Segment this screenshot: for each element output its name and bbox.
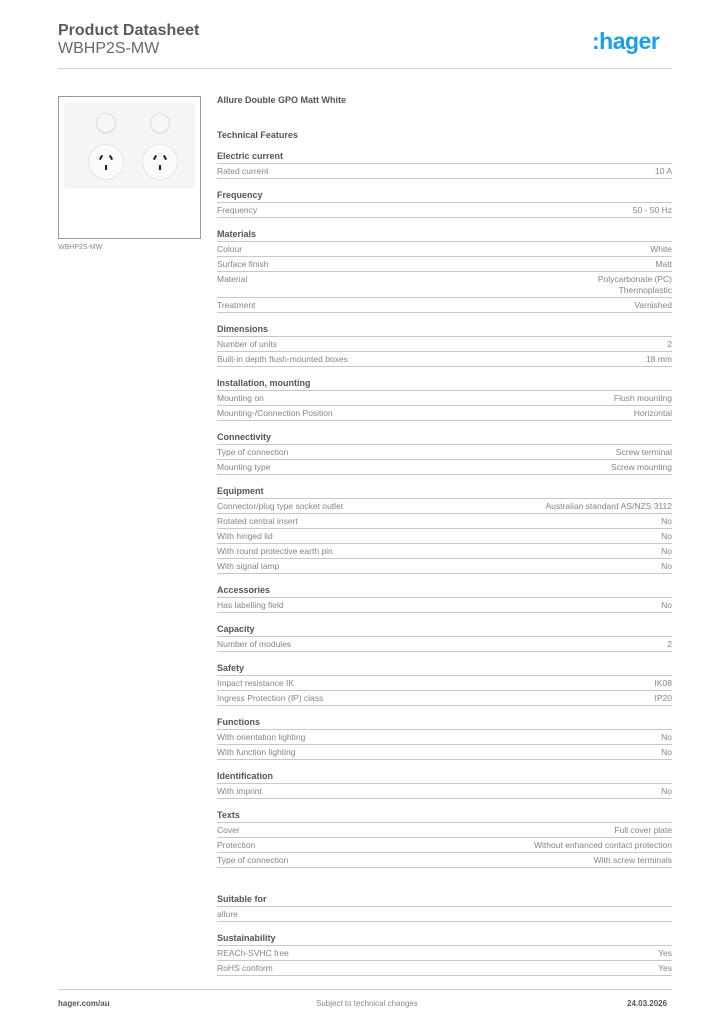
switch-right-icon [150,113,170,133]
section-title: Capacity [217,623,672,637]
section-title: Suitable for [217,893,672,907]
spec-value: Matt [655,258,672,269]
section-materials [217,228,672,313]
spec-row [217,391,672,406]
spec-value: White [650,243,672,254]
spec-label: RoHS conform [217,962,273,973]
spec-value: Screw mounting [611,461,672,472]
spec-label: Number of units [217,338,277,349]
spec-row [217,823,672,838]
spec-row [217,242,672,257]
spec-value: No [661,530,672,541]
spec-value: No [661,746,672,757]
spec-label: Type of connection [217,854,289,865]
spec-value: 2 [667,638,672,649]
spec-label: Protection [217,839,256,850]
section-frequency [217,189,672,218]
spec-value: 50 - 50 Hz [632,204,672,215]
spec-row [217,499,672,514]
spec-label: With function lighting [217,746,296,757]
spec-row [217,598,672,613]
spec-row [217,544,672,559]
spec-value: 2 [667,338,672,349]
footer-notice: Subject to technical changes [316,999,418,1008]
product-image [58,96,201,239]
spec-value: With screw terminals [593,854,672,865]
spec-row [217,946,672,961]
section-safety [217,662,672,706]
spec-label: Impact resistance IK [217,677,295,688]
spec-value: Without enhanced contact protection [534,839,672,850]
spec-value: No [661,560,672,571]
footer-date: 24.03.2026 [627,999,668,1008]
spec-value: Yes [658,962,672,973]
spec-row [217,514,672,529]
section-title: Connectivity [217,431,672,445]
section-title: Materials [217,228,672,242]
spec-value: No [661,599,672,610]
spec-label: Rotated central insert [217,515,298,526]
socket-right-icon [142,144,178,180]
product-image-caption: WBHP2S-MW [58,244,103,251]
spec-row [217,337,672,352]
spec-row [217,529,672,544]
section-equipment [217,485,672,574]
spec-label: REACh-SVHC free [217,947,289,958]
spec-value-line2: Thermoplastic [618,284,672,295]
spec-label: Type of connection [217,446,289,457]
section-suitable-for [217,893,672,922]
spec-label: Rated current [217,165,269,176]
spec-value: Australian standard AS/NZS 3112 [545,500,672,511]
spec-label: Cover [217,824,240,835]
spec-label: Mounting on [217,392,264,403]
section-sustainability [217,932,672,976]
page-header [58,22,199,58]
section-title: Dimensions [217,323,672,337]
technical-features-title: Technical Features [217,130,298,140]
spec-value: IP20 [654,692,672,703]
spec-row [217,164,672,179]
spec-row [217,272,672,298]
section-electric-current [217,150,672,179]
hager-logo: :hager [592,28,660,54]
spec-value: No [661,731,672,742]
section-title: Identification [217,770,672,784]
spec-label: With imprint [217,785,262,796]
spec-label: Number of modules [217,638,292,649]
spec-value: No [661,545,672,556]
section-title: Safety [217,662,672,676]
spec-label: Mounting-/Connection Position [217,407,333,418]
section-installation-mounting [217,377,672,421]
section-texts [217,809,672,868]
section-identification [217,770,672,799]
spec-row [217,961,672,976]
spec-label: Colour [217,243,243,254]
section-dimensions [217,323,672,367]
spec-row [217,352,672,367]
spec-label: With signal lamp [217,560,280,571]
product-name: Allure Double GPO Matt White [217,95,347,105]
spec-label: With round protective earth pin [217,545,333,556]
spec-value: No [661,515,672,526]
section-title: Electric current [217,150,672,164]
spec-label: allure [217,908,238,919]
double-gpo-plate-icon [64,102,195,189]
datasheet-content [217,94,672,986]
spec-label: Surface finish [217,258,269,269]
spec-row [217,676,672,691]
spec-row [217,559,672,574]
spec-value [598,274,672,296]
spec-row [217,784,672,799]
spec-row [217,445,672,460]
spec-label: Mounting type [217,461,271,472]
section-title: Sustainability [217,932,672,946]
spec-label: With hinged lid [217,530,273,541]
spec-label: With orientation lighting [217,731,306,742]
section-connectivity [217,431,672,475]
spec-row [217,257,672,272]
spec-value: Varnished [634,299,672,310]
page-title: Product Datasheet [58,22,200,39]
section-title: Frequency [217,189,672,203]
section-accessories [217,584,672,613]
spec-value: Flush mounting [613,392,672,403]
socket-left-icon [88,144,124,180]
spec-value: 18 mm [646,353,672,364]
footer-divider [58,989,672,990]
spec-row [217,637,672,652]
spec-row [217,907,672,922]
spec-row [217,730,672,745]
section-functions [217,716,672,760]
switch-left-icon [96,113,116,133]
section-title: Functions [217,716,672,730]
spec-label: Ingress Protection (IP) class [217,692,324,703]
spec-value: 10 A [654,165,672,176]
spec-label: Treatment [217,299,256,310]
header-divider [58,68,672,69]
spec-row [217,298,672,313]
spec-value: Full cover plate [614,824,672,835]
spec-value: No [661,785,672,796]
product-code: WBHP2S-MW [58,40,160,57]
spec-row [217,460,672,475]
spec-row [217,406,672,421]
spec-label: Built-in depth flush-mounted boxes [217,353,348,364]
spec-label: Has labelling field [217,599,284,610]
footer-website-link[interactable]: hager.com/au [58,999,110,1008]
spec-value: Horizontal [633,407,672,418]
spec-label: Material [217,273,248,284]
spec-row [217,203,672,218]
spec-row [217,853,672,868]
spec-row [217,691,672,706]
section-title: Equipment [217,485,672,499]
spec-value: IK08 [654,677,672,688]
section-title: Installation, mounting [217,377,672,391]
spec-label: Connector/plug type socket outlet [217,500,344,511]
section-title: Texts [217,809,672,823]
section-title: Accessories [217,584,672,598]
spec-value: Yes [658,947,672,958]
spec-label: Frequency [217,204,258,215]
spec-row [217,745,672,760]
spec-value: Screw terminal [615,446,672,457]
spec-row [217,838,672,853]
spec-value-line1: Polycarbonate (PC) [597,273,672,284]
section-capacity [217,623,672,652]
